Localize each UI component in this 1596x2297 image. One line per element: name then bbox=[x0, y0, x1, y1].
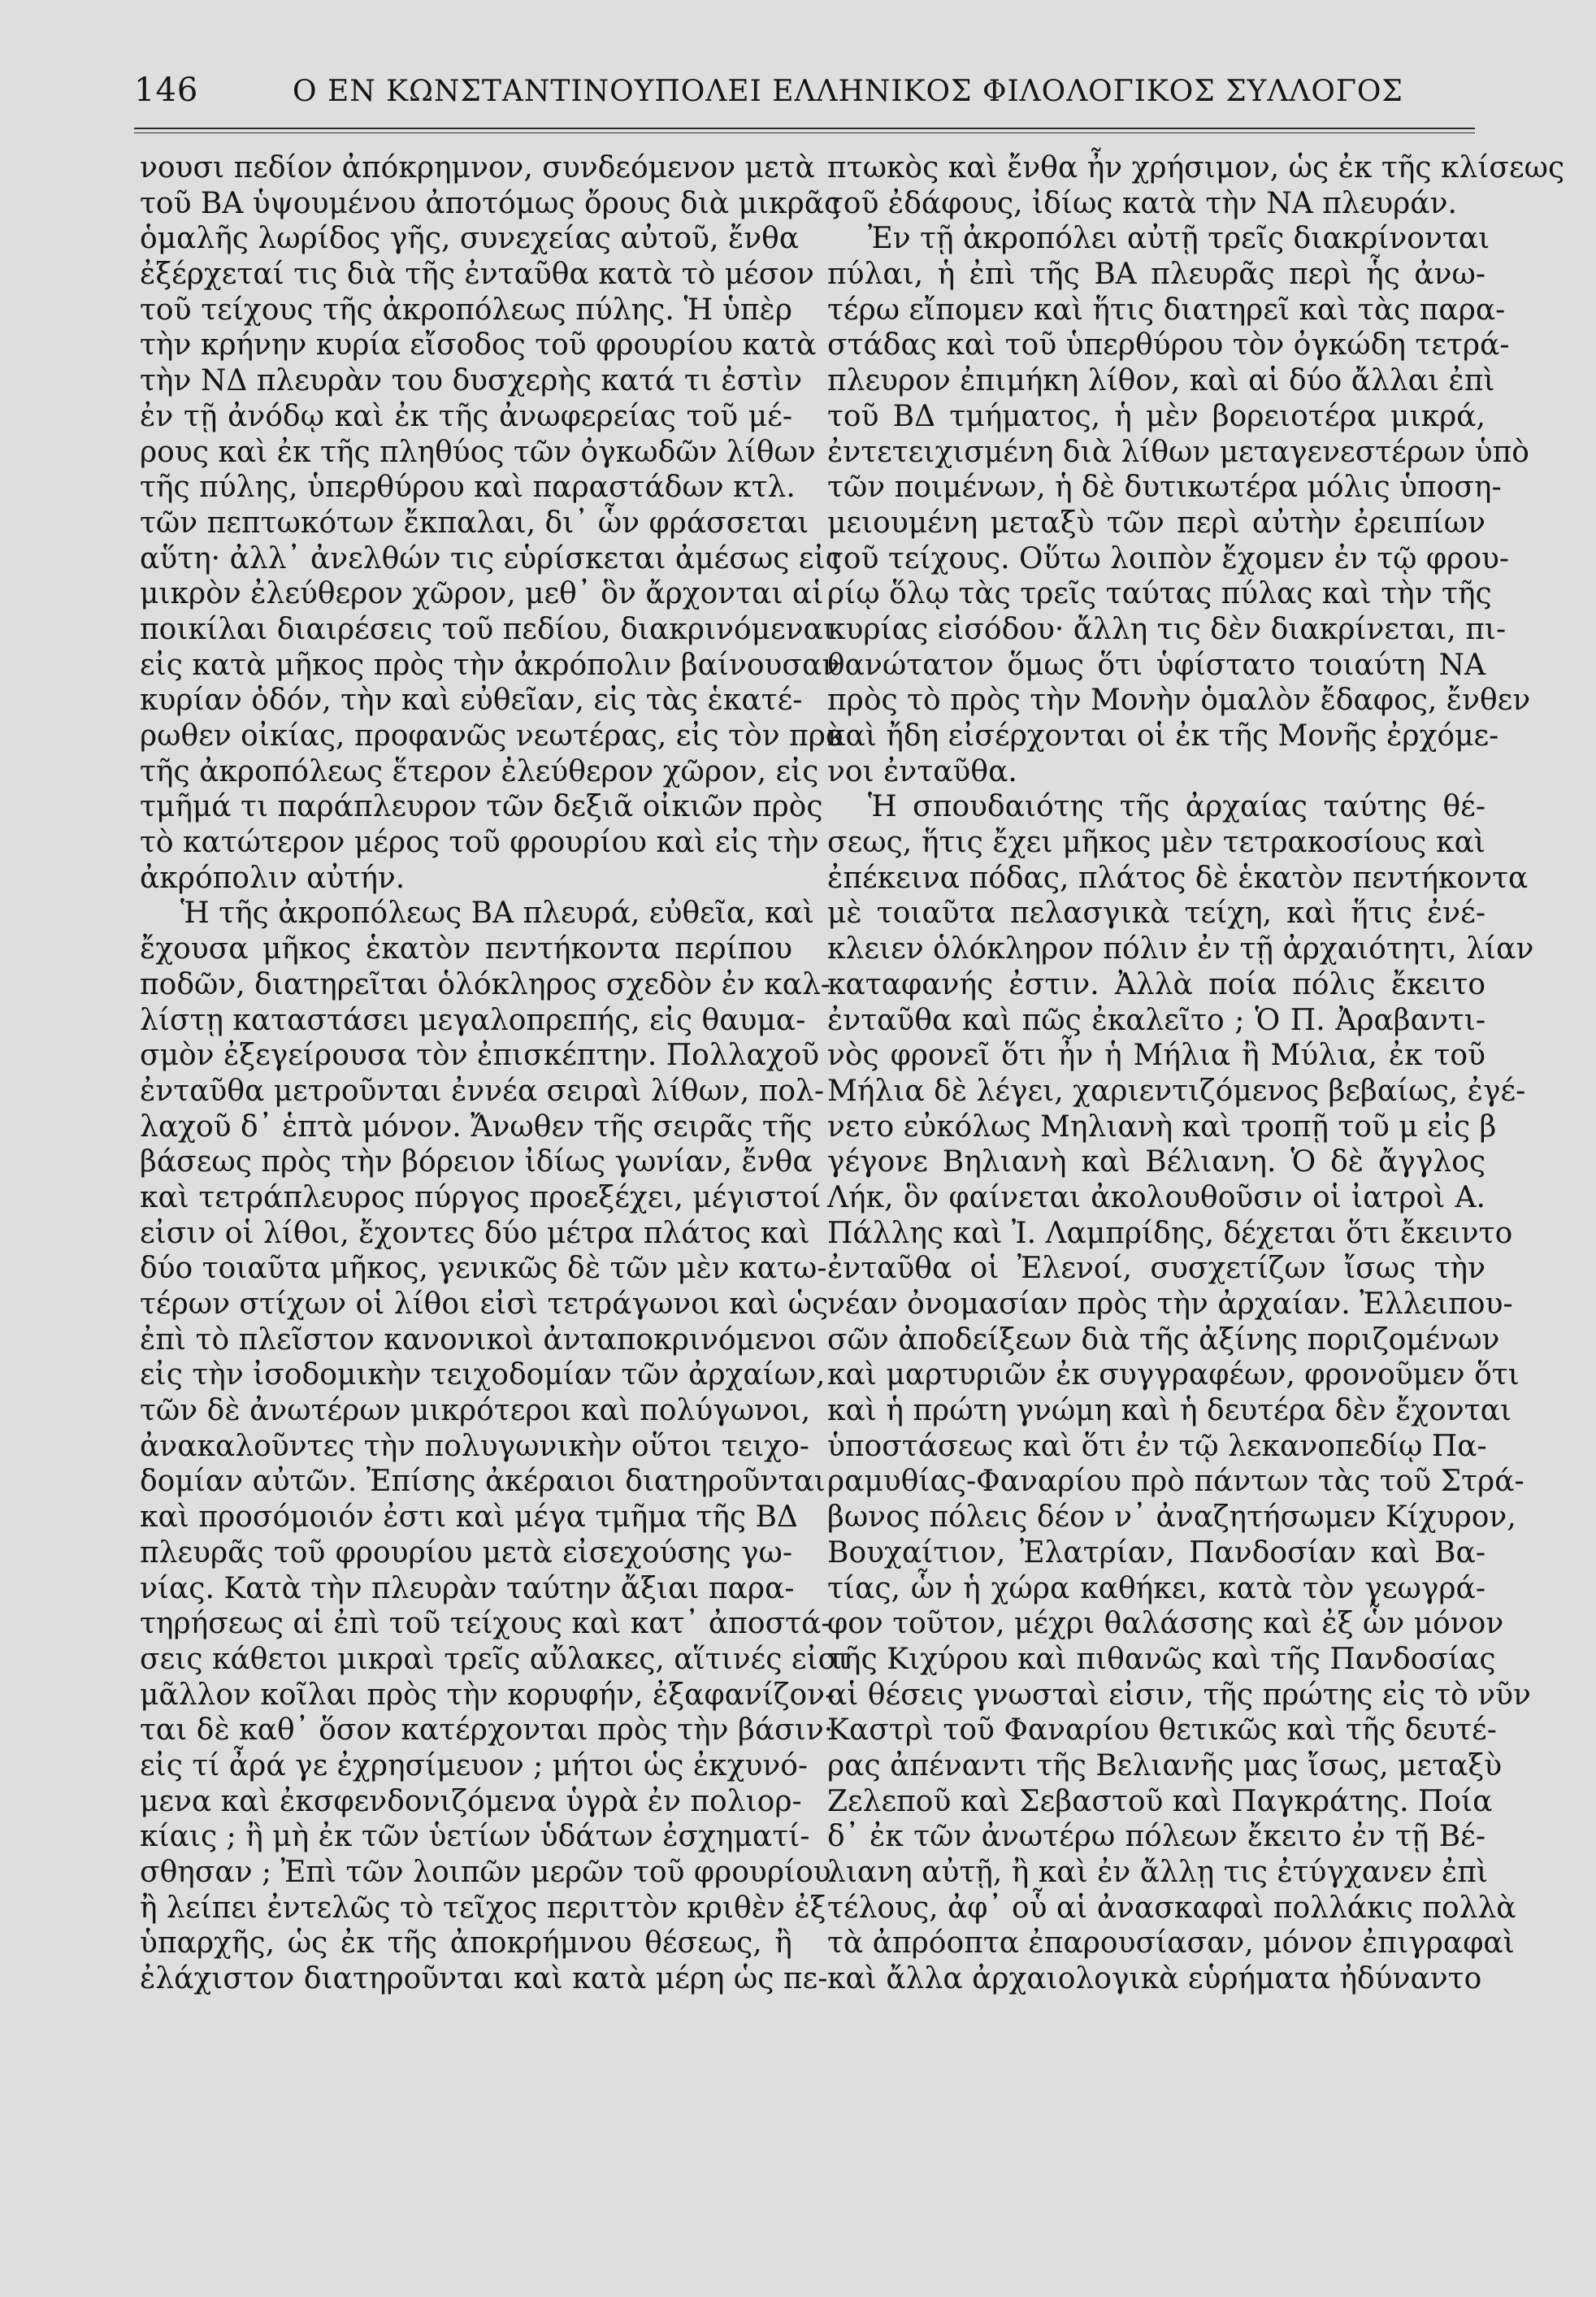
text-line: καὶ προσόμοιόν ἐστι καὶ μέγα τμῆμα τῆς ΒΔ bbox=[140, 1500, 798, 1535]
text-line: τηρήσεως αἱ ἐπὶ τοῦ τείχους καὶ κατ᾽ ἀποστά- bbox=[140, 1607, 831, 1641]
text-line: Καστρὶ τοῦ Φαναρίου θετικῶς καὶ τῆς δευτέ- bbox=[827, 1713, 1497, 1748]
text-line: πύλαι, ἡ ἐπὶ τῆς ΒΑ πλευρᾶς περὶ ἧς ἀνω- bbox=[827, 258, 1485, 292]
text-line: ἐνταῦθα οἱ Ἐλενοί, συσχετίζων ἴσως τὴν bbox=[827, 1252, 1485, 1286]
text-line: τὸ κατώτερον μέρος τοῦ φρουρίου καὶ εἰς τὴν bbox=[140, 826, 819, 860]
text-line: ρωθεν οἰκίας, προφανῶς νεωτέρας, εἰς τὸν πρὸ bbox=[140, 719, 844, 753]
text-line: ρας ἀπέναντι τῆς Βελιανῆς μας ἴσως, μεταξὺ bbox=[827, 1748, 1503, 1782]
text-line: αὕτη· ἀλλ᾽ ἀνελθών τις εὑρίσκεται ἀμέσως εἰς bbox=[140, 541, 842, 575]
text-line: τοῦ ἐδάφους, ἰδίως κατὰ τὴν ΝΑ πλευράν. bbox=[827, 186, 1457, 220]
text-line: τῆς Κιχύρου καὶ πιθανῶς καὶ τῆς Πανδοσίας bbox=[827, 1642, 1496, 1676]
text-line: ἀκρόπολιν αὐτήν. bbox=[140, 861, 406, 895]
text-line: τέλους, ἀφ᾽ οὗ αἱ ἀνασκαφαὶ πολλάκις πολλὰ bbox=[827, 1891, 1516, 1925]
text-line: τμῆμά τι παράπλευρον τῶν δεξιᾶ οἰκιῶν πρὸς bbox=[140, 790, 823, 824]
text-line: κυρίας εἰσόδου· ἄλλη τις δὲν διακρίνεται, πι- bbox=[827, 612, 1507, 646]
text-line: μᾶλλον κοῖλαι πρὸς τὴν κορυφήν, ἐξαφανίζον- bbox=[140, 1678, 835, 1712]
text-line: λαχοῦ δ᾽ ἑπτὰ μόνον. Ἄνωθεν τῆς σειρᾶς τῆς bbox=[140, 1109, 813, 1144]
text-line: σῶν ἀποδείξεων διὰ τῆς ἀξίνης ποριζομένων bbox=[827, 1322, 1500, 1357]
text-line: εἰσιν οἱ λίθοι, ἔχοντες δύο μέτρα πλάτος καὶ bbox=[140, 1216, 810, 1250]
text-line: ὑπαρχῆς, ὡς ἐκ τῆς ἀποκρήμνου θέσεως, ἢ bbox=[140, 1926, 792, 1960]
text-line: ται δὲ καθ᾽ ὅσον κατέρχονται πρὸς τὴν βάσιν· bbox=[140, 1713, 834, 1748]
text-line: φον τοῦτον, μέχρι θαλάσσης καὶ ἐξ ὧν μόνον bbox=[827, 1607, 1504, 1641]
text-line: ρίῳ ὅλῳ τὰς τρεῖς ταύτας πύλας καὶ τὴν τῆς bbox=[827, 577, 1492, 611]
text-line: μὲ τοιαῦτα πελασγικὰ τείχη, καὶ ἥτις ἐνέ- bbox=[827, 897, 1485, 931]
text-line: Ἡ σπουδαιότης τῆς ἀρχαίας ταύτης θέ- bbox=[868, 790, 1485, 824]
text-line: θανώτατον ὅμως ὅτι ὑφίστατο τοιαύτη ΝΑ bbox=[827, 648, 1485, 682]
text-line: νίας. Κατὰ τὴν πλευρὰν ταύτην ἄξιαι παρα- bbox=[140, 1571, 795, 1605]
text-line: βάσεως πρὸς τὴν βόρειον ἰδίως γωνίαν, ἔνθα bbox=[140, 1145, 813, 1179]
text-line: νετο εὐκόλως Μηλιανὴ καὶ τροπῇ τοῦ μ εἰς β bbox=[827, 1109, 1497, 1144]
text-line: τὴν κρήνην κυρία εἴσοδος τοῦ φρουρίου κατὰ bbox=[140, 328, 817, 363]
text-line: καὶ μαρτυριῶν ἐκ συγγραφέων, φρονοῦμεν ὅτι bbox=[827, 1358, 1520, 1392]
text-line: ἐλάχιστον διατηροῦνται καὶ κατὰ μέρη ὡς πε- bbox=[140, 1962, 828, 1996]
text-line: σεις κάθετοι μικραὶ τρεῖς αὔλακες, αἵτινές εἰσι bbox=[140, 1642, 850, 1676]
text-line: λιανη αὐτῇ, ἢ καὶ ἐν ἄλλῃ τις ἐτύγχανεν ἐπὶ bbox=[827, 1856, 1489, 1889]
text-line: ἐντετειχισμένη διὰ λίθων μεταγενεστέρων ὑπὸ bbox=[827, 435, 1529, 469]
text-line: Βουχαίτιον, Ἐλατρίαν, Πανδοσίαν καὶ Βα- bbox=[827, 1535, 1485, 1570]
text-line: αἱ θέσεις γνωσταὶ εἰσιν, τῆς πρώτης εἰς τὸ νῦν bbox=[827, 1678, 1531, 1712]
text-line: τὴν ΝΔ πλευρὰν του δυσχερὴς κατά τι ἐστὶν bbox=[140, 364, 803, 398]
text-line: γέγονε Βηλιανὴ καὶ Βέλιανη. Ὁ δὲ ἄγγλος bbox=[827, 1145, 1485, 1179]
text-line: βωνος πόλεις δέον ν᾽ ἀναζητήσωμεν Κίχυρον, bbox=[827, 1500, 1516, 1535]
text-line: καὶ ἄλλα ἀρχαιολογικὰ εὑρήματα ἠδύναντο bbox=[827, 1962, 1482, 1996]
text-line: Πάλλης καὶ Ἰ. Λαμπρίδης, δέχεται ὅτι ἔκειντο bbox=[827, 1216, 1513, 1250]
text-line: πλευρον ἐπιμήκη λίθον, καὶ αἱ δύο ἄλλαι ἐπὶ bbox=[827, 364, 1495, 398]
text-line: ρους καὶ ἐκ τῆς πληθύος τῶν ὀγκωδῶν λίθων bbox=[140, 435, 816, 469]
text-line: τῶν ποιμένων, ἡ δὲ δυτικωτέρα μόλις ὑποση- bbox=[827, 471, 1502, 505]
text-line: ἐνταῦθα καὶ πῶς ἐκαλεῖτο ; Ὁ Π. Ἀραβαντι- bbox=[827, 1003, 1485, 1037]
text-line: ὑποστάσεως καὶ ὅτι ἐν τῷ λεκανοπεδίῳ Πα- bbox=[827, 1429, 1487, 1463]
text-line: δ᾽ ἐκ τῶν ἀνωτέρω πόλεων ἔκειτο ἐν τῇ Βέ- bbox=[827, 1820, 1485, 1854]
text-line: καὶ ἡ πρώτη γνώμη καὶ ἡ δευτέρα δὲν ἔχονται bbox=[827, 1394, 1512, 1428]
text-line: νοι ἐνταῦθα. bbox=[827, 754, 1017, 788]
text-line: τοῦ τείχους τῆς ἀκροπόλεως πύλης. Ἡ ὑπὲρ bbox=[140, 293, 792, 327]
text-line: τοῦ ΒΔ τμήματος, ἡ μὲν βορειοτέρα μικρά, bbox=[827, 399, 1485, 433]
text-line: ἔχουσα μῆκος ἑκατὸν πεντήκοντα περίπου bbox=[140, 932, 792, 966]
text-line: τὰ ἀπρόοπτα ἐπαρουσίασαν, μόνον ἐπιγραφαὶ bbox=[827, 1926, 1515, 1960]
text-line: τῆς ἀκροπόλεως ἕτερον ἐλεύθερον χῶρον, εἰς bbox=[140, 754, 819, 788]
text-line: νουσι πεδίον ἀπόκρημνον, συνδεόμενον μετὰ bbox=[140, 151, 815, 185]
text-line: εἰς τί ἆρά γε ἐχρησίμευον ; μήτοι ὡς ἐκχυνό- bbox=[140, 1748, 809, 1782]
text-line: καταφανής ἐστιν. Ἀλλὰ ποία πόλις ἔκειτο bbox=[827, 967, 1485, 1001]
right-column bbox=[827, 150, 1565, 1997]
page-header bbox=[134, 72, 1475, 120]
text-line: καὶ ἤδη εἰσέρχονται οἱ ἐκ τῆς Μονῆς ἐρχόμε- bbox=[827, 719, 1499, 753]
text-line: ἐνταῦθα μετροῦνται ἐννέα σειραὶ λίθων, πολ- bbox=[140, 1074, 825, 1108]
text-line: εἰς κατὰ μῆκος πρὸς τὴν ἀκρόπολιν βαίνουσαν bbox=[140, 648, 840, 682]
text-line: μικρὸν ἐλεύθερον χῶρον, μεθ᾽ ὃν ἄρχονται αἱ bbox=[140, 577, 824, 611]
text-line: Λήκ, ὃν φαίνεται ἀκολουθοῦσιν οἱ ἰατροὶ Α. bbox=[827, 1180, 1485, 1214]
text-line: ἐξέρχεταί τις διὰ τῆς ἐνταῦθα κατὰ τὸ μέσον bbox=[140, 258, 814, 292]
text-line: τέρω εἴπομεν καὶ ἥτις διατηρεῖ καὶ τὰς παρα- bbox=[827, 293, 1506, 327]
running-head: Ο ΕΝ ΚΩΝΣΤΑΝΤΙΝΟΥΠΟΛΕΙ ΕΛΛΗΝΙΚΟΣ ΦΙΛΟΛΟΓΙΚΟΣ ΣΥΛΛΟΓΟΣ bbox=[293, 75, 1403, 108]
text-line: ποικίλαι διαιρέσεις τοῦ πεδίου, διακρινόμεναι bbox=[140, 612, 835, 646]
text-line: τῶν δὲ ἀνωτέρων μικρότεροι καὶ πολύγωνοι, bbox=[140, 1394, 811, 1428]
text-line: ἐν τῇ ἀνόδῳ καὶ ἐκ τῆς ἀνωφερείας τοῦ μέ- bbox=[140, 399, 792, 433]
text-line: ἐπέκεινα πόδας, πλάτος δὲ ἑκατὸν πεντήκοντα bbox=[827, 861, 1529, 895]
text-line: ραμυθίας-Φαναρίου πρὸ πάντων τὰς τοῦ Στρά- bbox=[827, 1465, 1524, 1499]
text-line: ἐπὶ τὸ πλεῖστον κανονικοὶ ἀνταποκρινόμενοι bbox=[140, 1322, 818, 1357]
text-line: μενα καὶ ἐκσφενδονιζόμενα ὑγρὰ ἐν πολιορ- bbox=[140, 1784, 802, 1818]
text-line: καὶ τετράπλευρος πύργος προεξέχει, μέγιστοί bbox=[140, 1180, 822, 1214]
text-line: σεως, ἥτις ἔχει μῆκος μὲν τετρακοσίους καὶ bbox=[827, 826, 1485, 860]
text-line: σμὸν ἐξεγείρουσα τὸν ἐπισκέπτην. Πολλαχοῦ bbox=[140, 1039, 820, 1073]
text-line: τῶν πεπτωκότων ἔκπαλαι, δι᾽ ὧν φράσσεται bbox=[140, 506, 809, 540]
text-line: πρὸς τὸ πρὸς τὴν Μονὴν ὁμαλὸν ἔδαφος, ἔνθεν bbox=[827, 684, 1531, 718]
left-column bbox=[140, 150, 850, 1997]
text-line: σθησαν ; Ἐπὶ τῶν λοιπῶν μερῶν τοῦ φρουρίου bbox=[140, 1856, 831, 1889]
text-line: λίστῃ καταστάσει μεγαλοπρεπής, εἰς θαυμα- bbox=[140, 1003, 806, 1037]
text-line: μειουμένη μεταξὺ τῶν περὶ αὐτὴν ἐρειπίων bbox=[827, 506, 1485, 540]
text-line: κίαις ; ἢ μὴ ἐκ τῶν ὑετίων ὑδάτων ἐσχηματί- bbox=[140, 1820, 810, 1854]
text-line: τοῦ τείχους. Οὕτω λοιπὸν ἔχομεν ἐν τῷ φρου- bbox=[827, 541, 1510, 575]
text-line: Ζελεποῦ καὶ Σεβαστοῦ καὶ Παγκράτης. Ποία bbox=[827, 1784, 1493, 1818]
text-line: ἢ λείπει ἐντελῶς τὸ τεῖχος περιττὸν κριθὲν ἐξ bbox=[140, 1891, 826, 1925]
page-number: 146 bbox=[134, 72, 199, 109]
text-line: τοῦ ΒΑ ὑψουμένου ἀποτόμως ὄρους διὰ μικρᾶς bbox=[140, 186, 841, 220]
text-line: ποδῶν, διατηρεῖται ὁλόκληρος σχεδὸν ἐν καλ- bbox=[140, 967, 831, 1001]
text-line: νέαν ὀνομασίαν πρὸς τὴν ἀρχαίαν. Ἐλλειπου- bbox=[827, 1287, 1513, 1321]
text-line: τῆς πύλης, ὑπερθύρου καὶ παραστάδων κτλ. bbox=[140, 471, 796, 505]
text-line: κυρίαν ὁδόν, τὴν καὶ εὐθεῖαν, εἰς τὰς ἑκατέ- bbox=[140, 684, 803, 718]
text-line: εἰς τὴν ἰσοδομικὴν τειχοδομίαν τῶν ἀρχαίων, bbox=[140, 1358, 826, 1392]
text-line: δύο τοιαῦτα μῆκος, γενικῶς δὲ τῶν μὲν κατω- bbox=[140, 1252, 827, 1286]
header-rule bbox=[134, 128, 1475, 129]
text-line: στάδας καὶ τοῦ ὑπερθύρου τὸν ὀγκώδη τετρά- bbox=[827, 328, 1510, 363]
text-line: νὸς φρονεῖ ὅτι ἦν ἡ Μήλια ἢ Μύλια, ἐκ τοῦ bbox=[827, 1039, 1485, 1073]
text-line: τέρων στίχων οἱ λίθοι εἰσὶ τετράγωνοι καὶ ὡς bbox=[140, 1287, 829, 1321]
text-line: κλειεν ὁλόκληρον πόλιν ἐν τῇ ἀρχαιότητι, λίαν bbox=[827, 932, 1534, 966]
text-line: δομίαν αὐτῶν. Ἐπίσης ἀκέραιοι διατηροῦνται bbox=[140, 1465, 826, 1499]
text-line: ἀνακαλοῦντες τὴν πολυγωνικὴν οὕτοι τειχο- bbox=[140, 1429, 809, 1463]
header-rule-thin bbox=[134, 132, 1475, 133]
text-line: πτωκὸς καὶ ἔνθα ἦν χρήσιμον, ὡς ἐκ τῆς κλίσεως bbox=[827, 151, 1565, 185]
text-line: Ἡ τῆς ἀκροπόλεως ΒΑ πλευρά, εὐθεῖα, καὶ bbox=[180, 897, 815, 931]
text-line: τίας, ὧν ἡ χώρα καθήκει, κατὰ τὸν γεωγρά- bbox=[827, 1571, 1485, 1605]
text-line: Ἐν τῇ ἀκροπόλει αὐτῇ τρεῖς διακρίνονται bbox=[868, 222, 1490, 256]
text-line: Μήλια δὲ λέγει, χαριεντιζόμενος βεβαίως, ἐγέ- bbox=[827, 1074, 1526, 1108]
text-line: πλευρᾶς τοῦ φρουρίου μετὰ εἰσεχούσης γω- bbox=[140, 1535, 792, 1570]
text-line: ὁμαλῆς λωρίδος γῆς, συνεχείας αὐτοῦ, ἔνθα bbox=[140, 222, 800, 256]
